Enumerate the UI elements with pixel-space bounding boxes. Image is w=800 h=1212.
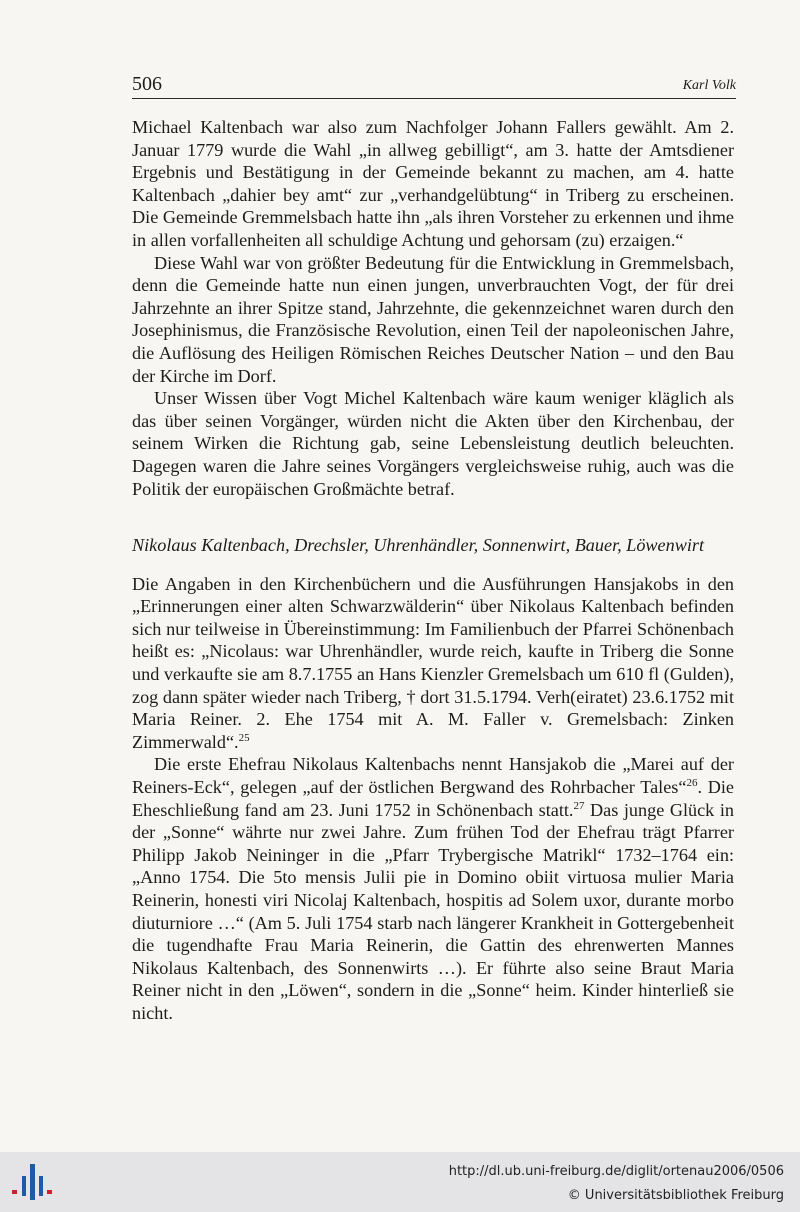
paragraph-1: Michael Kaltenbach war also zum Nachfolger Johann Fallers gewählt. Am 2. Januar 1779 wurde die Wahl „in allweg gebilligt“, am 3. hatte der Amtsdiener Ergebnis und Bestätigung in der Gemeinde bekannt zu machen, am 4. hatte Kaltenbach „dahier bey amt“ zur „verhandgelübtung“ in Triberg zu erscheinen. Die Gemeinde Gremmelsbach hatte ihn „als ihren Vorsteher zu erkennen und ihme in allen vorfallenheiten all schuldige Achtung und gehorsam (zu) erzaigen.“ — [132, 117, 734, 250]
footer-url-link[interactable]: http://dl.ub.uni-freiburg.de/diglit/ortenau2006/0506 — [448, 1164, 784, 1179]
paragraph-3: Unser Wissen über Vogt Michel Kaltenbach wäre kaum weniger kläglich als das über seinen Vorgänger, würden nicht die Akten über den Kirchenbau, der seinem Wirken die Richtung gab, seine Lebensleistung deutlich beleuchten. Dagegen waren die Jahre seines Vorgängers vergleichsweise ruhig, auch was die Politik der europäischen Großmächte betraf. — [132, 388, 734, 499]
paragraph-4 — [132, 573, 734, 754]
ub-freiburg-logo-icon[interactable] — [10, 1160, 54, 1204]
footnote-ref-26[interactable]: 26 — [686, 777, 698, 790]
paragraph-5 — [132, 753, 734, 1024]
section-heading: Nikolaus Kaltenbach, Drechsler, Uhrenhändler, Sonnenwirt, Bauer, Löwenwirt — [132, 535, 705, 556]
paragraph-4-text: Die Angaben in den Kirchenbüchern und die Ausführungen Hansjakobs in den „Erinnerungen einer alten Schwarzwälderin“ über Nikolaus Kaltenbach befinden sich nur teilweise in Übereinstimmung: Im Familienbuch der Pfarrei Schönenbach heißt es: „Nicolaus: war Uhrenhändler, wurde reich, kaufte in Triberg die Sonne und verkaufte sie am 8.7.1755 an Hans Kienzler Gremelsbach um 610 fl (Gulden), zog dann später wieder nach Triberg, † dort 31.5.1794. Verh(eiratet) 23.6.1752 mit Maria Reiner. 2. Ehe 1754 mit A. M. Faller v. Gremelsbach: Zinken Zimmerwald“. — [132, 573, 734, 752]
footer-bar — [0, 1152, 800, 1212]
paragraph-5-part-b: . Die Eheschließung fand am 23. Juni 1752 in Schönenbach statt. — [132, 777, 734, 820]
body-text — [132, 116, 734, 1025]
paragraph-5-part-c: Das junge Glück in der „Sonne“ währte nur zwei Jahre. Zum frühen Tod der Ehefrau trägt Pfarrer Philipp Jakob Neininger in die „Pfarr Trybergische Matrikl“ 1732–1764 ein: „Anno 1754. Die 5to mensis Julii pie in Domino obiit virtuosa mulier Maria Reinerin, honesti viri Nicolaj Kaltenbach, hospitis ad Solem uxor, durante morbo diuturniore …“ (Am 5. Juli 1754 starb nach längerer Krankheit in Gottergebenheit die tugendhafte Frau Maria Reinerin, die Gattin des ehrenwerten Mannes Nikolaus Kaltenbach, des Sonnenwirts …). Er führte also seine Braut Maria Reiner nicht in den „Löwen“, sondern in die „Sonne“ heim. Kinder hinterließ sie nicht. — [132, 799, 734, 1023]
footnote-ref-27[interactable]: 27 — [573, 799, 585, 812]
footer-copyright: © Universitätsbibliothek Freiburg — [567, 1188, 784, 1203]
page-number: 506 — [132, 73, 162, 95]
footnote-ref-25[interactable]: 25 — [238, 731, 250, 744]
paragraph-2: Diese Wahl war von größter Bedeutung für die Entwicklung in Gremmelsbach, denn die Gemeinde hatte nun einen jungen, unverbrauchten Vogt, der für drei Jahrzehnte an ihrer Spitze stand, Jahrzehnte, die gekennzeichnet waren durch den Josephinismus, die Französische Revolution, einen Teil der napoleonischen Jahre, die Auflösung des Heiligen Römischen Reiches Deutscher Nation – und den Bau der Kirche im Dorf. — [132, 252, 734, 386]
page-header — [132, 74, 736, 99]
paragraph-5-part-a: Die erste Ehefrau Nikolaus Kaltenbachs nennt Hansjakob die „Marei auf der Reiners-Eck“, gelegen „auf der östlichen Bergwand des Rohrbacher Tales“ — [132, 754, 734, 798]
running-head: Karl Volk — [682, 78, 736, 93]
